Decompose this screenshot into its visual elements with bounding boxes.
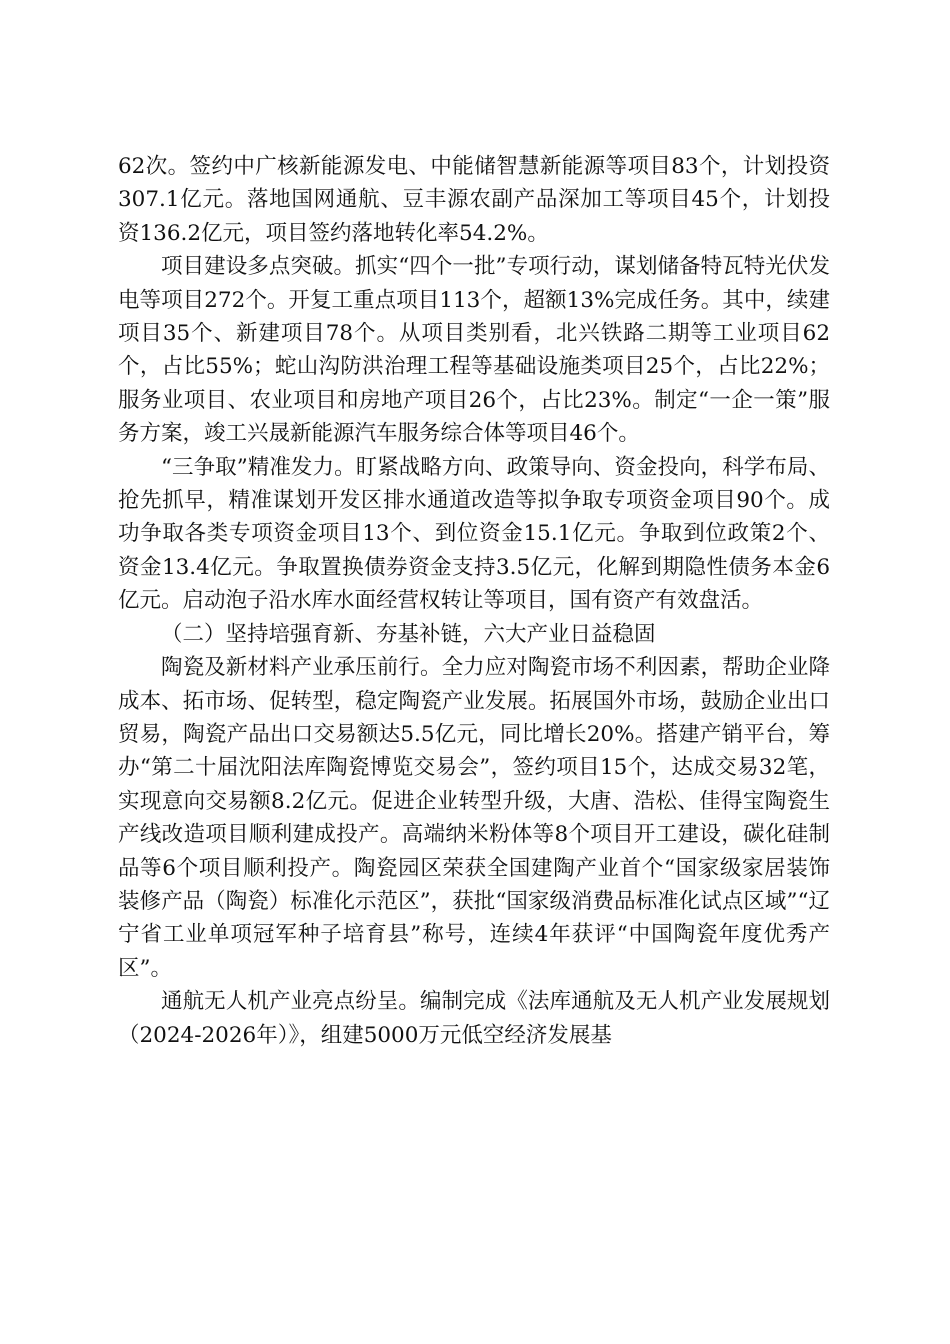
paragraph-project-signing: 62次。签约中广核新能源发电、中能储智慧新能源等项目83个，计划投资307.1亿元。落地国网通航、豆丰源农副产品深加工等项目45个，计划投资136.2亿元，项目签约落地转化率54.2%。 (118, 154, 830, 246)
section-heading-industries: （二）坚持培强育新、夯基补链，六大产业日益稳固 (161, 621, 656, 647)
paragraph-project-construction: 项目建设多点突破。抓实“四个一批”专项行动，谋划储备特瓦特光伏发电等项目272个。开复工重点项目113个，超额13%完成任务。其中，续建项目35个、新建项目78个。从项目类别看，北兴铁路二期等工业项目62个，占比55%；蛇山沟防洪治理工程等基础设施类项目25个，占比22%；服务业项目、农业项目和房地产项目26个，占比23%。制定“一企一策”服务方案，竣工兴晟新能源汽车服务综合体等项目46个。 (118, 254, 830, 447)
paragraph-general-aviation-drones: 通航无人机产业亮点纷呈。编制完成《法库通航及无人机产业发展规划（2024-2026年）》，组建5000万元低空经济发展基 (118, 989, 830, 1048)
paragraph-three-strives: “三争取”精准发力。盯紧战略方向、政策导向、资金投向，科学布局、抢先抓早，精准谋划开发区排水通道改造等拟争取专项资金项目90个。成功争取各类专项资金项目13个、到位资金15.1亿元。争取到位政策2个、资金13.4亿元。争取置换债券资金支持3.5亿元，化解到期隐性债务本金6亿元。启动泡子沿水库水面经营权转让等项目，国有资产有效盘活。 (118, 454, 830, 614)
document-page (118, 150, 830, 1052)
paragraph-ceramics-industry: 陶瓷及新材料产业承压前行。全力应对陶瓷市场不利因素，帮助企业降成本、拓市场、促转型，稳定陶瓷产业发展。拓展国外市场，鼓励企业出口贸易，陶瓷产品出口交易额达5.5亿元，同比增长20%。搭建产销平台，筹办“第二十届沈阳法库陶瓷博览交易会”，签约项目15个，达成交易32笔，实现意向交易额8.2亿元。促进企业转型升级，大唐、浩松、佳得宝陶瓷生产线改造项目顺利建成投产。高端纳米粉体等8个项目开工建设，碳化硅制品等6个项目顺利投产。陶瓷园区荣获全国建陶产业首个“国家级家居装饰装修产品（陶瓷）标准化示范区”，获批“国家级消费品标准化试点区域”“辽宁省工业单项冠军种子培育县”称号，连续4年获评“中国陶瓷年度优秀产区”。 (118, 655, 830, 981)
